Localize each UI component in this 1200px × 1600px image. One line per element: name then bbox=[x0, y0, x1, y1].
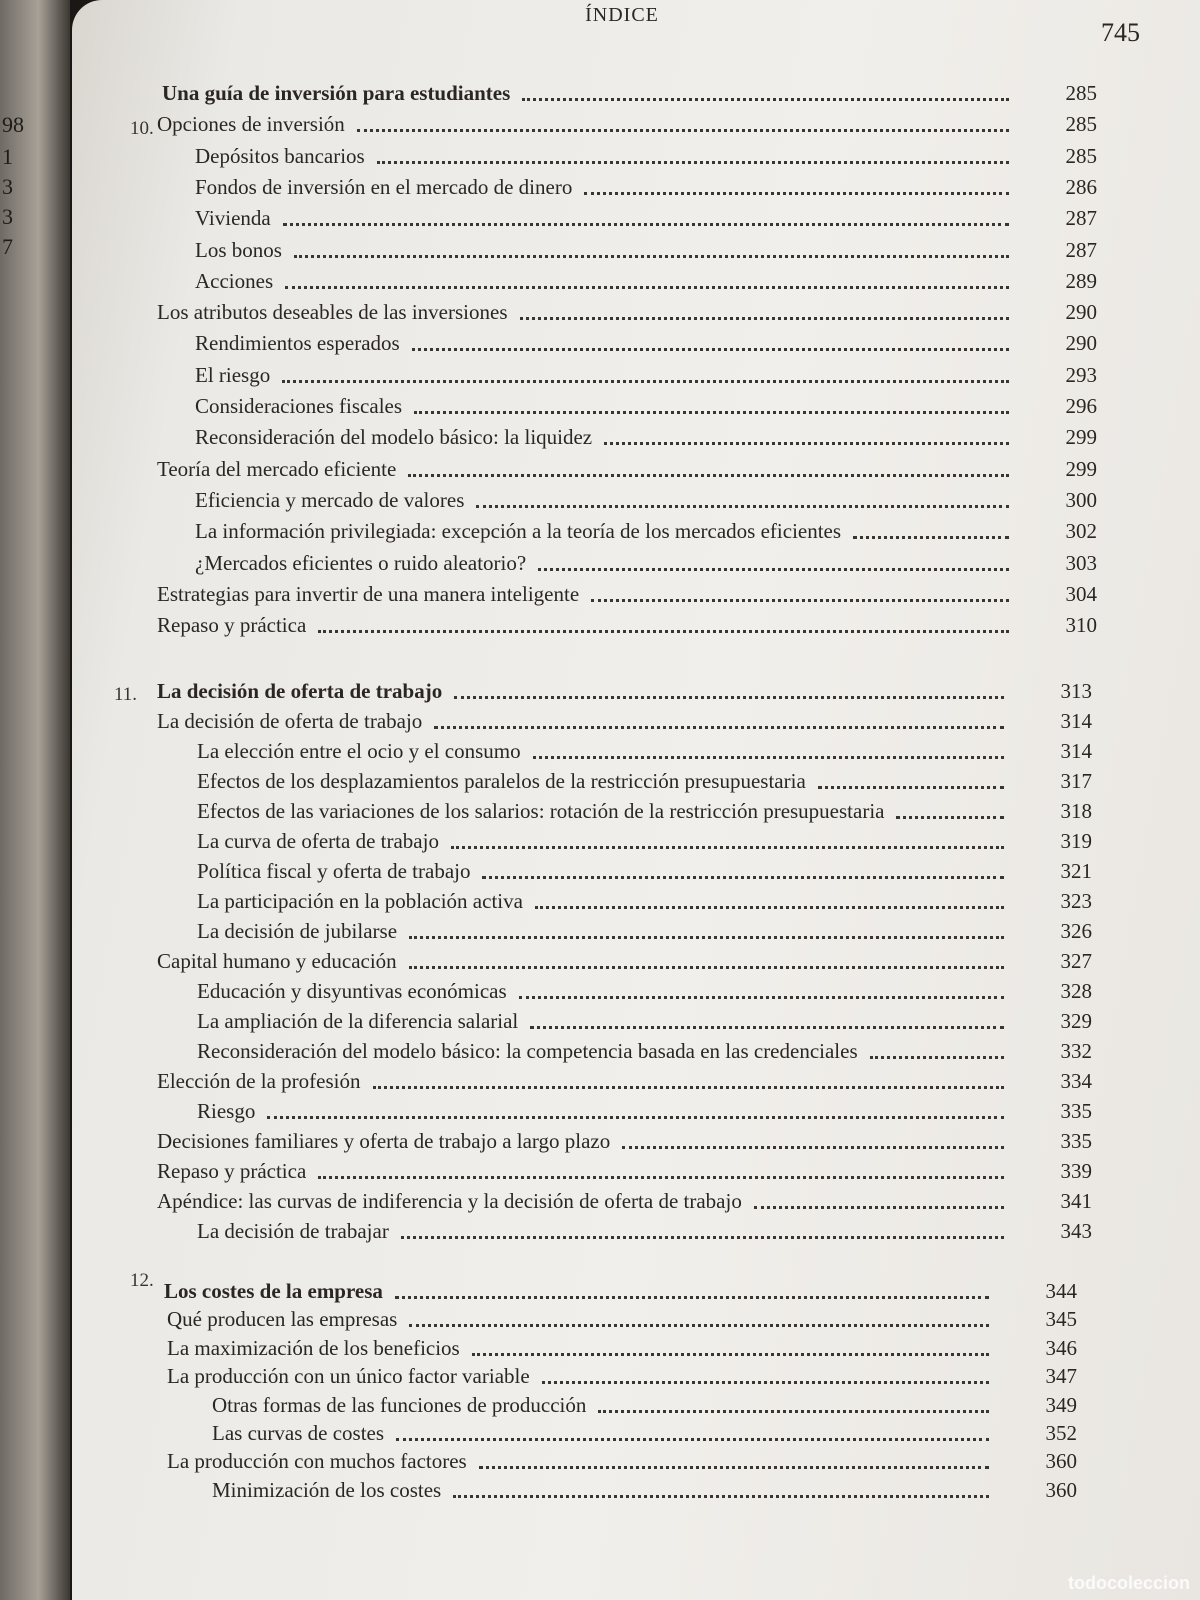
entry-title: El riesgo bbox=[195, 362, 271, 387]
entry-title: Los bonos bbox=[195, 237, 282, 262]
entry-title: La producción con muchos factores bbox=[167, 1449, 467, 1474]
dot-leader bbox=[395, 1293, 989, 1299]
entry-page-number: 360 bbox=[1045, 1477, 1077, 1502]
entry-title: Eficiencia y mercado de valores bbox=[195, 487, 465, 512]
facing-page-fragment: 3 bbox=[2, 174, 13, 199]
dot-leader bbox=[396, 1435, 989, 1441]
dot-leader bbox=[482, 873, 1004, 879]
toc-entry bbox=[157, 946, 1092, 976]
dot-leader bbox=[434, 723, 1004, 729]
dot-leader bbox=[622, 1143, 1004, 1149]
entry-page-number: 329 bbox=[1060, 1009, 1092, 1033]
entry-page-number: 290 bbox=[1065, 331, 1097, 356]
dot-leader bbox=[454, 693, 1004, 699]
toc-entry bbox=[212, 1390, 1077, 1420]
entry-page-number: 285 bbox=[1065, 112, 1097, 137]
entry-title: La curva de oferta de trabajo bbox=[197, 829, 439, 853]
entry-title: Repaso y práctica bbox=[157, 613, 307, 638]
dot-leader bbox=[522, 95, 1009, 101]
entry-title: Política fiscal y oferta de trabajo bbox=[197, 859, 471, 883]
entry-title: Consideraciones fiscales bbox=[195, 394, 403, 418]
entry-title: Teoría del mercado eficiente bbox=[157, 456, 397, 481]
chapter-heading-entry bbox=[162, 78, 1097, 108]
toc-entry bbox=[197, 1006, 1092, 1036]
toc-entry bbox=[195, 485, 1097, 515]
chapter-number: 12. bbox=[130, 1270, 154, 1291]
toc-entry bbox=[197, 856, 1092, 886]
dot-leader bbox=[530, 1023, 1004, 1029]
entry-page-number: 321 bbox=[1060, 859, 1092, 883]
entry-page-number: 310 bbox=[1065, 613, 1097, 638]
dot-leader bbox=[853, 533, 1009, 539]
facing-page-fragment: 1 bbox=[2, 144, 13, 169]
dot-leader bbox=[412, 345, 1009, 351]
toc-entry bbox=[195, 172, 1097, 202]
toc-entry bbox=[195, 235, 1097, 265]
dot-leader bbox=[754, 1203, 1004, 1209]
entry-page-number: 346 bbox=[1045, 1335, 1077, 1360]
entry-page-number: 335 bbox=[1060, 1129, 1092, 1153]
toc-entry bbox=[212, 1475, 1077, 1505]
dot-leader bbox=[401, 1233, 1004, 1239]
toc-entry bbox=[197, 736, 1092, 766]
entry-title: La maximización de los beneficios bbox=[167, 1335, 460, 1360]
facing-page-fragment: 3 bbox=[2, 204, 13, 229]
toc-entry bbox=[157, 109, 1097, 139]
entry-title: Elección de la profesión bbox=[157, 1069, 361, 1093]
entry-title: Efectos de los desplazamientos paralelos de la restricción presupuestaria bbox=[197, 769, 806, 793]
toc-entry bbox=[157, 1186, 1092, 1216]
entry-page-number: 304 bbox=[1065, 581, 1097, 606]
entry-title: La ampliación de la diferencia salarial bbox=[197, 1009, 519, 1033]
dot-leader bbox=[472, 1350, 989, 1356]
entry-title: La decisión de oferta de trabajo bbox=[157, 709, 423, 733]
toc-entry bbox=[195, 360, 1097, 390]
entry-page-number: 314 bbox=[1060, 709, 1092, 733]
entry-title: Reconsideración del modelo básico: la liquidez bbox=[195, 425, 593, 450]
dot-leader bbox=[520, 314, 1010, 320]
entry-title: La decisión de jubilarse bbox=[197, 919, 398, 943]
entry-page-number: 287 bbox=[1065, 237, 1097, 262]
entry-page-number: 327 bbox=[1060, 949, 1092, 973]
dot-leader bbox=[584, 189, 1009, 195]
dot-leader bbox=[409, 933, 1004, 939]
dot-leader bbox=[451, 843, 1004, 849]
entry-title: La elección entre el ocio y el consumo bbox=[197, 739, 521, 763]
watermark-logo: todocoleccion bbox=[1067, 1573, 1190, 1593]
toc-entry bbox=[197, 826, 1092, 856]
dot-leader bbox=[604, 439, 1009, 445]
toc-entry bbox=[195, 391, 1097, 421]
entry-page-number: 314 bbox=[1060, 739, 1092, 763]
dot-leader bbox=[476, 502, 1009, 508]
toc-entry bbox=[157, 454, 1097, 484]
dot-leader bbox=[285, 283, 1009, 289]
entry-page-number: 343 bbox=[1060, 1219, 1092, 1243]
toc-entry bbox=[157, 1156, 1092, 1186]
chapter-heading-entry bbox=[157, 676, 1092, 706]
entry-page-number: 341 bbox=[1060, 1189, 1092, 1213]
entry-title: Los atributos deseables de las inversiones bbox=[157, 300, 508, 325]
dot-leader bbox=[598, 1407, 989, 1413]
entry-page-number: 360 bbox=[1045, 1449, 1077, 1474]
entry-title: Acciones bbox=[195, 268, 274, 293]
toc-entry bbox=[212, 1418, 1077, 1448]
dot-leader bbox=[267, 1113, 1004, 1119]
dot-leader bbox=[542, 1378, 989, 1384]
entry-title: La producción con un único factor variable bbox=[167, 1364, 530, 1389]
entry-title: Una guía de inversión para estudiantes bbox=[162, 81, 511, 105]
toc-entry bbox=[197, 916, 1092, 946]
entry-title: Rendimientos esperados bbox=[195, 331, 400, 356]
dot-leader bbox=[533, 753, 1004, 759]
entry-page-number: 335 bbox=[1060, 1099, 1092, 1123]
entry-title: Fondos de inversión en el mercado de dinero bbox=[195, 174, 573, 199]
facing-page-fragment: 98 bbox=[2, 112, 24, 137]
toc-entry bbox=[197, 1216, 1092, 1246]
dot-leader bbox=[479, 1463, 989, 1469]
entry-page-number: 285 bbox=[1065, 143, 1097, 168]
entry-page-number: 332 bbox=[1060, 1039, 1092, 1063]
entry-title: La participación en la población activa bbox=[197, 889, 523, 913]
entry-page-number: 303 bbox=[1065, 550, 1097, 575]
dot-leader bbox=[373, 1083, 1005, 1089]
dot-leader bbox=[591, 596, 1009, 602]
entry-title: Apéndice: las curvas de indiferencia y la decisión de oferta de trabajo bbox=[157, 1189, 742, 1213]
entry-title: Depósitos bancarios bbox=[195, 143, 365, 168]
entry-page-number: 328 bbox=[1060, 979, 1092, 1003]
toc-entry bbox=[157, 1066, 1092, 1096]
toc-entry bbox=[157, 1126, 1092, 1156]
entry-title: Qué producen las empresas bbox=[167, 1307, 398, 1332]
dot-leader bbox=[377, 158, 1009, 164]
entry-page-number: 345 bbox=[1045, 1307, 1077, 1332]
entry-page-number: 339 bbox=[1060, 1159, 1092, 1183]
entry-page-number: 326 bbox=[1060, 919, 1092, 943]
dot-leader bbox=[519, 993, 1004, 999]
toc-entry bbox=[167, 1446, 1077, 1476]
dot-leader bbox=[318, 1173, 1004, 1179]
toc-entry bbox=[197, 976, 1092, 1006]
entry-page-number: 293 bbox=[1065, 362, 1097, 387]
entry-title: Educación y disyuntivas económicas bbox=[197, 979, 507, 1003]
toc-entry bbox=[157, 579, 1097, 609]
dot-leader bbox=[538, 565, 1009, 571]
facing-page-fragment: 7 bbox=[2, 234, 13, 259]
entry-title: Las curvas de costes bbox=[212, 1421, 385, 1445]
entry-title: La información privilegiada: excepción a la teoría de los mercados eficientes bbox=[195, 519, 842, 544]
entry-page-number: 286 bbox=[1065, 174, 1097, 199]
entry-title: Riesgo bbox=[197, 1099, 256, 1123]
entry-page-number: 299 bbox=[1065, 425, 1097, 450]
dot-leader bbox=[414, 408, 1009, 414]
toc-entry bbox=[195, 328, 1097, 358]
entry-page-number: 334 bbox=[1060, 1069, 1092, 1093]
toc-entry bbox=[195, 516, 1097, 546]
running-header: ÍNDICE bbox=[585, 4, 659, 26]
toc-entry bbox=[195, 141, 1097, 171]
entry-page-number: 287 bbox=[1065, 206, 1097, 231]
entry-page-number: 347 bbox=[1045, 1364, 1077, 1389]
dot-leader bbox=[409, 1321, 989, 1327]
dot-leader bbox=[896, 813, 1004, 819]
entry-title: Los costes de la empresa bbox=[164, 1279, 383, 1303]
dot-leader bbox=[357, 126, 1009, 132]
dot-leader bbox=[870, 1053, 1004, 1059]
entry-title: Efectos de las variaciones de los salarios: rotación de la restricción presupuestaria bbox=[197, 799, 885, 823]
toc-entry bbox=[197, 886, 1092, 916]
toc-entry bbox=[167, 1361, 1077, 1391]
entry-title: ¿Mercados eficientes o ruido aleatorio? bbox=[195, 550, 527, 575]
toc-entry bbox=[197, 1036, 1092, 1066]
dot-leader bbox=[409, 963, 1004, 969]
entry-page-number: 296 bbox=[1065, 394, 1097, 418]
toc-entry bbox=[197, 1096, 1092, 1126]
entry-title: La decisión de trabajar bbox=[197, 1219, 389, 1243]
book-page bbox=[72, 0, 1200, 1600]
dot-leader bbox=[294, 252, 1009, 258]
toc-entry bbox=[157, 297, 1097, 327]
dot-leader bbox=[282, 377, 1009, 383]
entry-page-number: 344 bbox=[1045, 1279, 1077, 1303]
dot-leader bbox=[318, 627, 1009, 633]
toc-entry bbox=[195, 422, 1097, 452]
entry-page-number: 300 bbox=[1065, 487, 1097, 512]
entry-title: Estrategias para invertir de una manera inteligente bbox=[157, 581, 580, 606]
facing-page-edge bbox=[0, 0, 70, 1600]
entry-title: Minimización de los costes bbox=[212, 1477, 442, 1502]
entry-title: Vivienda bbox=[195, 206, 271, 231]
entry-title: Otras formas de las funciones de producción bbox=[212, 1392, 587, 1417]
entry-title: Decisiones familiares y oferta de trabajo a largo plazo bbox=[157, 1129, 611, 1153]
toc-entry bbox=[157, 610, 1097, 640]
entry-page-number: 285 bbox=[1065, 81, 1097, 105]
entry-page-number: 289 bbox=[1065, 268, 1097, 293]
dot-leader bbox=[818, 783, 1004, 789]
chapter-heading-entry bbox=[164, 1276, 1077, 1306]
toc-entry bbox=[195, 266, 1097, 296]
entry-page-number: 323 bbox=[1060, 889, 1092, 913]
entry-page-number: 290 bbox=[1065, 300, 1097, 325]
dot-leader bbox=[408, 471, 1009, 477]
chapter-number: 10. bbox=[130, 118, 154, 139]
toc-entry bbox=[195, 203, 1097, 233]
entry-page-number: 302 bbox=[1065, 519, 1097, 544]
dot-leader bbox=[453, 1492, 989, 1498]
entry-title: La decisión de oferta de trabajo bbox=[157, 679, 443, 703]
toc-entry bbox=[197, 796, 1092, 826]
dot-leader bbox=[535, 903, 1004, 909]
toc-entry bbox=[167, 1333, 1077, 1363]
entry-page-number: 318 bbox=[1060, 799, 1092, 823]
entry-page-number: 313 bbox=[1060, 679, 1092, 703]
entry-title: Opciones de inversión bbox=[157, 112, 345, 137]
entry-page-number: 317 bbox=[1060, 769, 1092, 793]
toc-entry bbox=[157, 706, 1092, 736]
entry-page-number: 319 bbox=[1060, 829, 1092, 853]
table-of-contents bbox=[72, 0, 1200, 1600]
chapter-number: 11. bbox=[114, 684, 138, 705]
page-number: 745 bbox=[1101, 18, 1140, 47]
entry-title: Reconsideración del modelo básico: la competencia basada en las credenciales bbox=[197, 1039, 858, 1063]
toc-entry bbox=[197, 766, 1092, 796]
entry-page-number: 349 bbox=[1045, 1392, 1077, 1417]
entry-page-number: 299 bbox=[1065, 456, 1097, 481]
entry-title: Capital humano y educación bbox=[157, 949, 397, 973]
entry-title: Repaso y práctica bbox=[157, 1159, 307, 1183]
toc-entry bbox=[195, 548, 1097, 578]
dot-leader bbox=[283, 220, 1009, 226]
toc-entry bbox=[167, 1304, 1077, 1334]
entry-page-number: 352 bbox=[1045, 1421, 1077, 1445]
